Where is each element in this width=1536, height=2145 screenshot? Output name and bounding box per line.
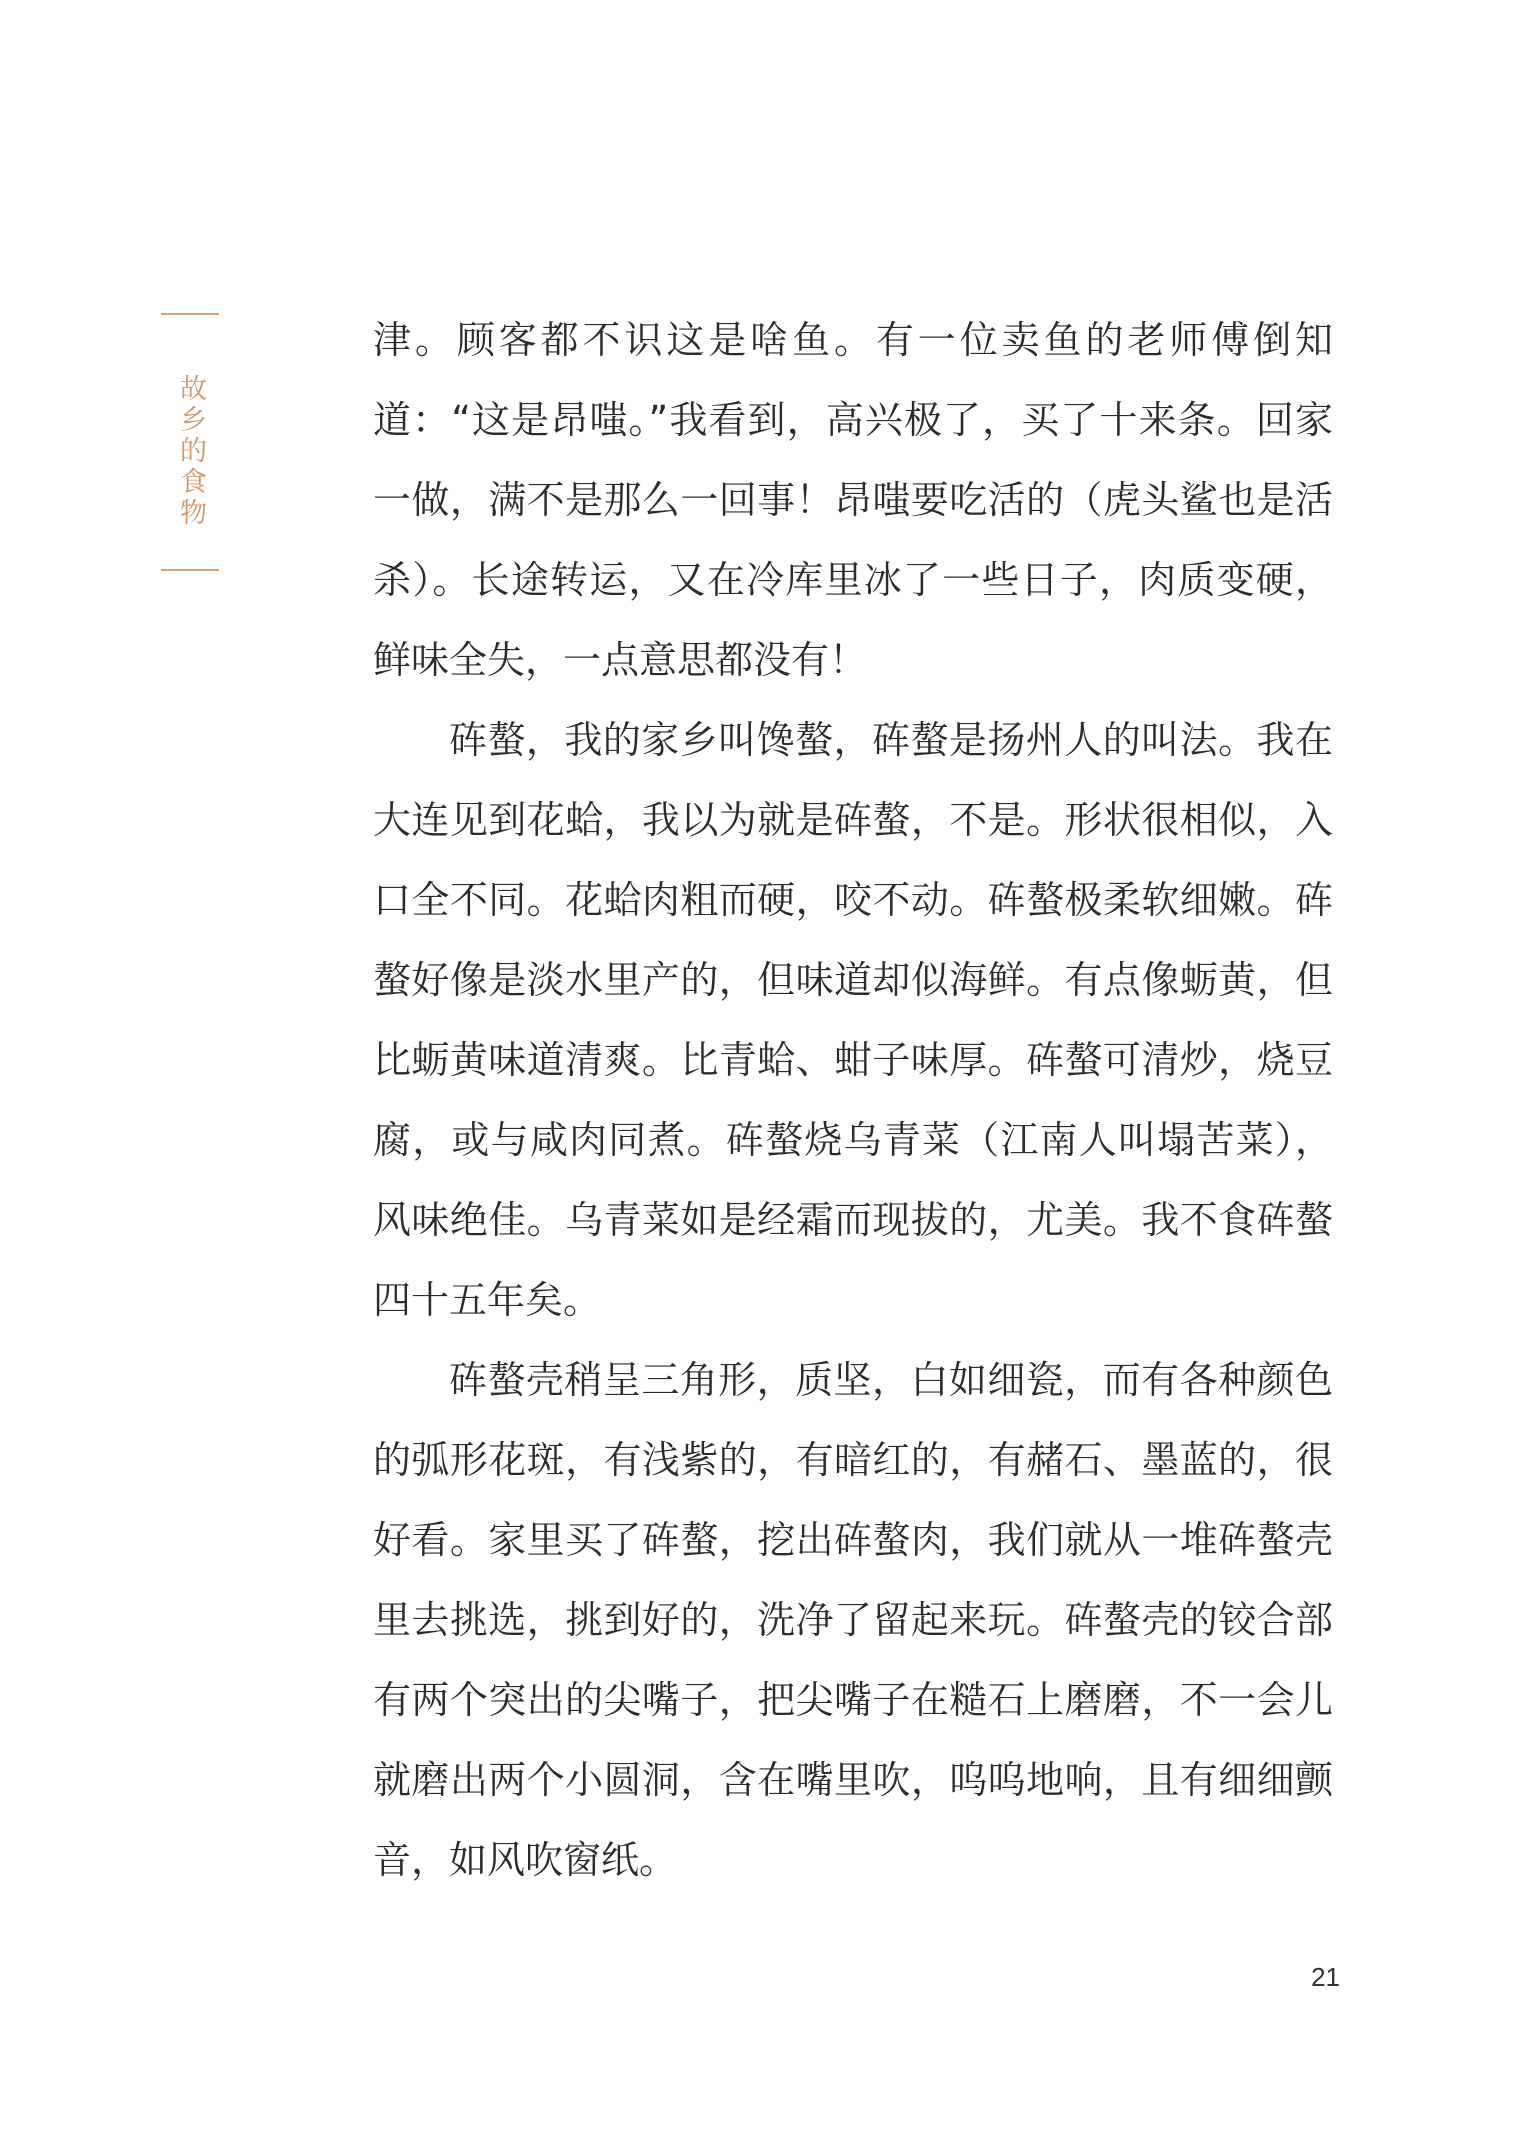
running-title-top-rule: [161, 313, 219, 315]
body-text: [373, 300, 1333, 1900]
paragraph-continued: 津。顾客都不识这是啥鱼。有一位卖鱼的老师傅倒知道：“这是昂嗤。”我看到，高兴极了，买了十来条。回家一做，满不是那么一回事！昂嗤要吃活的（虎头鲨也是活杀）。长途转运，又在冷库里冰了一些日子，肉质变硬，鲜味全失，一点意思都没有！: [373, 318, 1333, 682]
page-number: 21: [1311, 1962, 1340, 1992]
running-title: 故乡的食物: [175, 374, 206, 529]
paragraph-checao-shell: 砗螯壳稍呈三角形，质坚，白如细瓷，而有各种颜色的弧形花斑，有浅紫的，有暗红的，有赭石、墨蓝的，很好看。家里买了砗螯，挖出砗螯肉，我们就从一堆砗螯壳里去挑选，挑到好的，洗净了留起来玩。砗螯壳的铰合部有两个突出的尖嘴子，把尖嘴子在糙石上磨磨，不一会儿就磨出两个小圆洞，含在嘴里吹，呜呜地响，且有细细颤音，如风吹窗纸。: [373, 1358, 1333, 1882]
running-title-bottom-rule: [161, 569, 219, 571]
paragraph-checao: 砗螯，我的家乡叫馋螯，砗螯是扬州人的叫法。我在大连见到花蛤，我以为就是砗螯，不是。形状很相似，入口全不同。花蛤肉粗而硬，咬不动。砗螯极柔软细嫩。砗螯好像是淡水里产的，但味道却似海鲜。有点像蛎黄，但比蛎黄味道清爽。比青蛤、蚶子味厚。砗螯可清炒，烧豆腐，或与咸肉同煮。砗螯烧乌青菜（江南人叫塌苦菜），风味绝佳。乌青菜如是经霜而现拔的，尤美。我不食砗螯四十五年矣。: [373, 718, 1333, 1322]
